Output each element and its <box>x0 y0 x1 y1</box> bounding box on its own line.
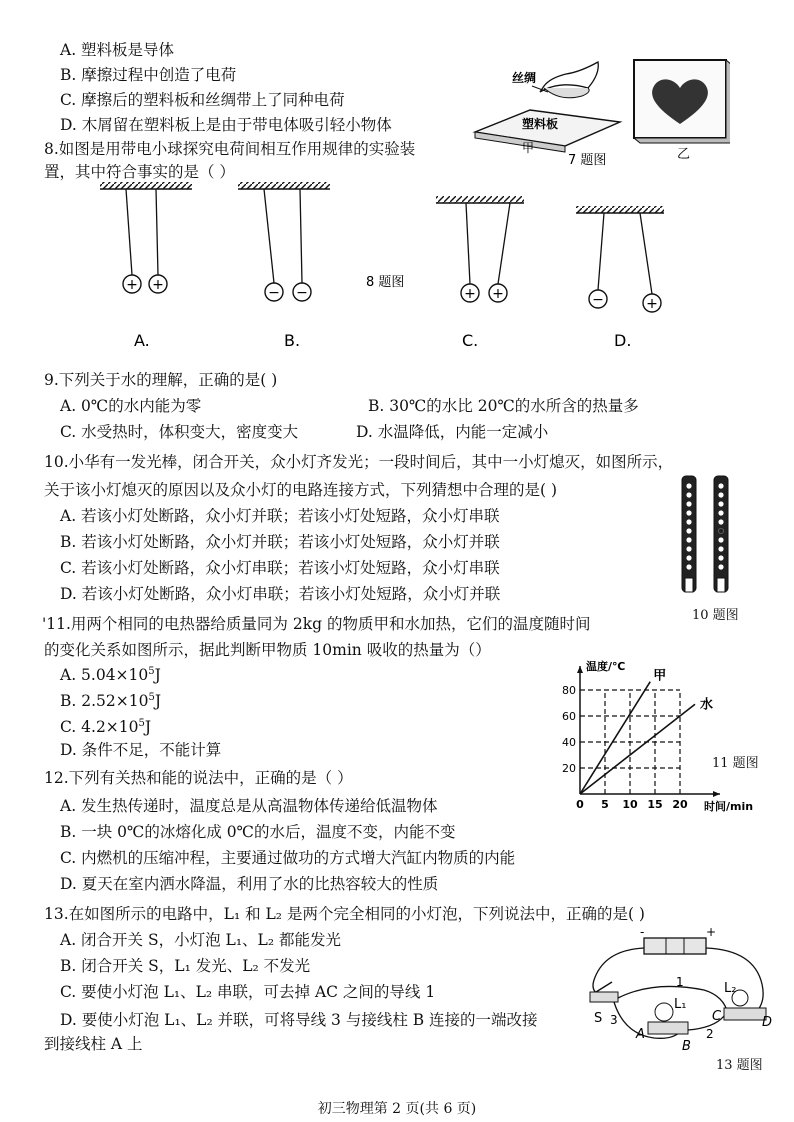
x-tick-label: 0 <box>576 798 584 811</box>
fig-jia-label: 甲 <box>522 141 535 155</box>
q9-option-b: B. 30℃的水比 20℃的水所含的热量多 <box>368 397 639 415</box>
y-tick-label: 60 <box>562 710 576 723</box>
q10-figure <box>672 474 742 604</box>
terminal-a: A <box>636 1027 645 1042</box>
q8-pendulum-d <box>576 206 664 350</box>
battery-icon <box>644 938 706 954</box>
q7-option-d: D. 木屑留在塑料板上是由于带电体吸引轻小物体 <box>60 116 392 134</box>
lamp-l2-label: L₂ <box>724 981 737 996</box>
q12-option-d: D. 夏天在室内洒水降温，利用了水的比热容较大的性质 <box>60 875 439 893</box>
y-axis-label: 温度/℃ <box>586 660 626 673</box>
charge-c-left: + <box>464 286 476 302</box>
q8-label-a: A. <box>134 331 150 350</box>
page-footer: 初三物理第 2 页(共 6 页) <box>317 1101 477 1117</box>
q12-option-a: A. 发生热传递时，温度总是从高温物体传递给低温物体 <box>60 797 438 815</box>
q11-option-c: C. $4.2\times 10^5J$ <box>60 718 152 737</box>
board-label: 塑料板 <box>522 117 559 131</box>
q13-option-d-cont: 到接线柱 A 上 <box>44 1035 143 1053</box>
q10-option-c: C. 若该小灯处断路，众小灯串联；若该小灯处短路，众小灯串联 <box>60 559 500 577</box>
q13-option-b: B. 闭合开关 S，L₁ 发光、L₂ 不发光 <box>60 957 311 975</box>
y-tick-label: 80 <box>562 684 576 697</box>
charge-c-right: + <box>492 286 504 302</box>
charge-a-right: + <box>152 277 164 293</box>
q9-option-c: C. 水受热时，体积变大，密度变大 <box>60 423 299 441</box>
series-line-0 <box>580 682 650 794</box>
q13-circuit <box>584 926 784 1052</box>
series-label-1: 水 <box>700 697 714 713</box>
lamp-l2-base <box>724 1008 766 1020</box>
chart-grid <box>580 690 680 794</box>
q13-stem: 13.在如图所示的电路中，L₁ 和 L₂ 是两个完全相同的小灯泡，下列说法中，正确的是( ) <box>44 905 645 923</box>
lamp-l1-base <box>648 1022 688 1034</box>
q13-caption: 13 题图 <box>716 1058 763 1073</box>
charge-a-left: + <box>126 277 138 293</box>
q13-option-d: D. 要使小灯泡 L₁、L₂ 并联，可将导线 3 与接线柱 B 连接的一端改接 <box>60 1011 538 1029</box>
q12-stem: 12.下列有关热和能的说法中，正确的是（ ） <box>44 769 353 787</box>
x-axis-label: 时间/min <box>704 800 754 813</box>
battery-minus: - <box>640 926 645 939</box>
q11-option-b: B. $2.52\times 10^5J$ <box>60 692 162 711</box>
lamp-l1-label: L₁ <box>674 997 687 1012</box>
q8-pendulum-a <box>100 182 192 350</box>
charge-d-right: + <box>646 296 658 312</box>
y-tick-label: 20 <box>562 762 576 775</box>
y-tick-label: 40 <box>562 736 576 749</box>
q8-label-c: C. <box>462 331 479 350</box>
lamp-l1-icon <box>655 1003 673 1021</box>
q7-caption: 7 题图 <box>568 153 607 168</box>
q11-caption: 11 题图 <box>712 756 759 771</box>
x-axis-arrow-icon <box>713 791 720 797</box>
q8-label-b: B. <box>284 331 301 350</box>
q8-pendulum-c <box>436 196 524 350</box>
q8-stem-line1: 8.如图是用带电小球探究电荷间相互作用规律的实验装 <box>44 140 416 158</box>
terminal-d: D <box>762 1015 773 1030</box>
wire-1-label: 1 <box>676 975 684 989</box>
wire-3-label: 3 <box>610 1013 618 1027</box>
q10-stem-line1: 10.小华有一发光棒，闭合开关，众小灯齐发光；一段时间后，其中一小灯熄灭，如图所示， <box>44 453 674 471</box>
q8-pendulum-b <box>238 182 330 350</box>
q11-option-a: A. $5.04\times 10^5J$ <box>60 666 161 685</box>
wire-2-label: 2 <box>706 1027 714 1041</box>
charge-b-right: − <box>296 285 308 301</box>
series-label-0: 甲 <box>653 668 667 684</box>
battery-plus: + <box>706 926 717 939</box>
q8-label-d: D. <box>614 331 632 350</box>
chart-labels <box>562 659 753 813</box>
x-tick-label: 20 <box>672 798 688 811</box>
terminal-c: C <box>712 1009 722 1024</box>
terminal-b: B <box>682 1039 691 1052</box>
charge-b-left: − <box>268 285 280 301</box>
switch-icon <box>590 992 618 1002</box>
q13-option-a: A. 闭合开关 S，小灯泡 L₁、L₂ 都能发光 <box>60 931 341 949</box>
q8-stem-line2: 置，其中符合事实的是（ ） <box>44 163 235 181</box>
q10-option-b: B. 若该小灯处断路，众小灯并联；若该小灯处短路，众小灯并联 <box>60 533 500 551</box>
q7-figure <box>470 52 730 172</box>
q9-stem: 9.下列关于水的理解，正确的是( ) <box>44 371 278 389</box>
switch-label: S <box>594 1011 603 1026</box>
q10-option-a: A. 若该小灯处断路，众小灯并联；若该小灯处短路，众小灯串联 <box>60 507 500 525</box>
x-tick-label: 10 <box>622 798 638 811</box>
x-tick-label: 5 <box>601 798 609 811</box>
q8-caption: 8 题图 <box>366 275 405 290</box>
series-line-1 <box>580 704 695 794</box>
q11-stem-line1: '11.用两个相同的电热器给质量同为 2kg 的物质甲和水加热，它们的温度随时间 <box>42 615 591 633</box>
q10-caption: 10 题图 <box>692 608 739 623</box>
q10-option-d: D. 若该小灯处断路，众小灯串联；若该小灯处短路，众小灯并联 <box>60 585 501 603</box>
dead-bulb-icon <box>718 528 723 533</box>
q7-option-c: C. 摩擦后的塑料板和丝绸带上了同种电荷 <box>60 91 345 109</box>
x-tick-label: 15 <box>647 798 663 811</box>
q11-stem-line2: 的变化关系如图所示，据此判断甲物质 10min 吸收的热量为（） <box>44 641 491 659</box>
q7-option-a: A. 塑料板是导体 <box>60 41 175 59</box>
q12-option-b: B. 一块 0℃的冰熔化成 0℃的水后，温度不变，内能不变 <box>60 823 456 841</box>
q7-option-b: B. 摩擦过程中创造了电荷 <box>60 66 237 84</box>
q9-option-a: A. 0℃的水内能为零 <box>60 397 202 415</box>
q12-option-c: C. 内燃机的压缩冲程，主要通过做功的方式增大汽缸内物质的内能 <box>60 849 516 867</box>
hand-icon <box>540 62 598 92</box>
silk-label: 丝绸 <box>512 71 537 85</box>
q10-stem-line2: 关于该小灯熄灭的原因以及众小灯的电路连接方式，下列猜想中合理的是( ) <box>44 481 558 499</box>
chart-series <box>580 682 695 794</box>
q9-option-d: D. 水温降低，内能一定减小 <box>356 423 549 441</box>
q8-figure <box>90 178 690 353</box>
q11-option-d: D. 条件不足，不能计算 <box>60 741 222 759</box>
y-axis-arrow-icon <box>577 666 583 673</box>
q13-option-c: C. 要使小灯泡 L₁、L₂ 串联，可去掉 AC 之间的导线 1 <box>60 983 436 1001</box>
fig-yi-label: 乙 <box>677 147 691 162</box>
charge-d-left: − <box>592 292 604 308</box>
q11-chart <box>556 650 766 815</box>
